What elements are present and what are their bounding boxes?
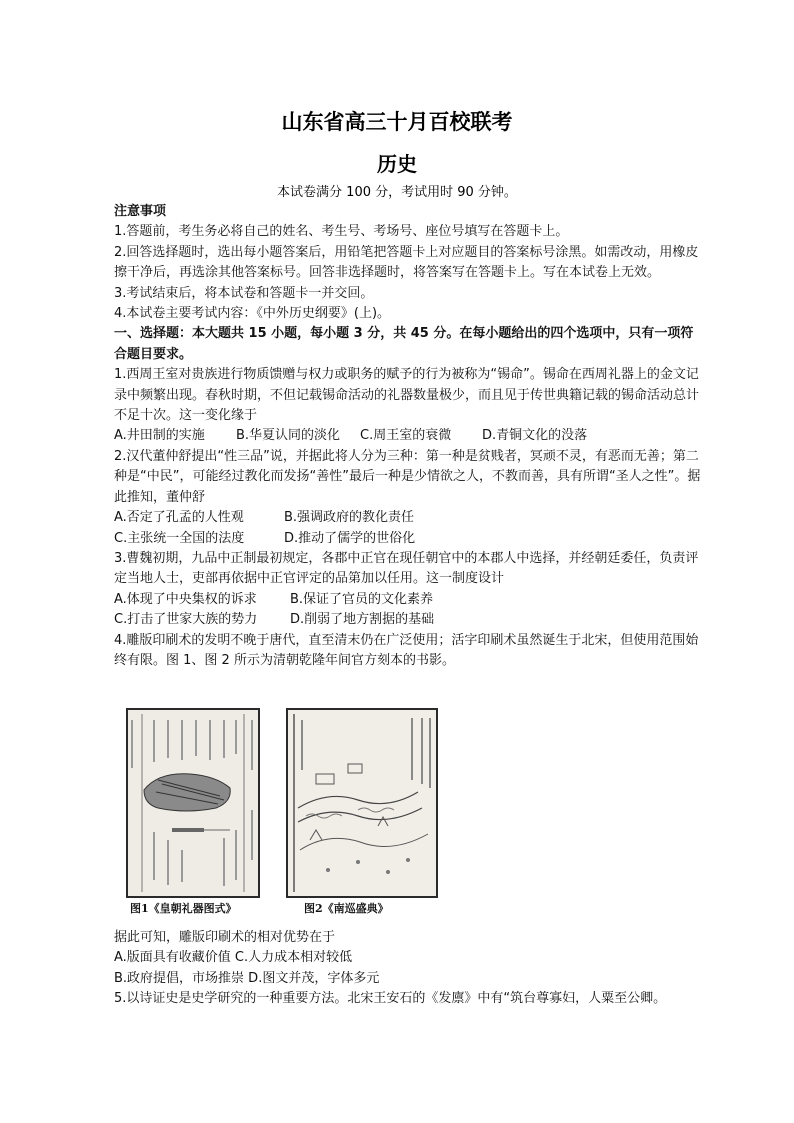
option: C.周王室的衰微: [360, 428, 452, 444]
option: D.推动了儒学的世俗化: [284, 530, 416, 546]
question-1-stem: 1.西周王室对贵族进行物质馈赠与权力或职务的赋予的行为被称为“锡命”。锡命在西周礼器上的金文记录中频繁出现。春秋时期，不但记载锡命活动的礼器数量极少，而且见于传世典籍记载的锡命活动总计不足十次。这一变化缘于: [114, 367, 700, 424]
question-4-options-row: A.版面具有收藏价值 C.人力成本相对较低: [114, 950, 353, 966]
subject-title: 历史: [377, 152, 417, 176]
figure-2-caption: 图2《南巡盛典》: [304, 902, 389, 915]
question-5-stem: 5.以诗证史是史学研究的一种重要方法。北宋王安石的《发廪》中有“筑台尊寡妇，人粟至公卿。: [114, 991, 667, 1007]
figure-2-image: [286, 708, 438, 898]
option: D.青铜文化的没落: [482, 428, 588, 444]
question-3-options-row: [114, 590, 704, 610]
question-4-continued: [114, 928, 710, 1010]
southern-tour-illustration: [288, 710, 436, 896]
question-2-stem: 2.汉代董仲舒提出“性三品”说，并据此将人分为三种：第一种是贫贱者，冥顽不灵，有恶而无善；第二种是“中民”，可能经过教化而发扬“善性”最后一种是少情欲之人，不教而善，具有所谓“圣人之性”。据此推知，董仲舒: [114, 448, 701, 505]
ritual-vessel-illustration: [128, 710, 258, 896]
notice-item: 4.本试卷主要考试内容：《中外历史纲要》(上)。: [114, 306, 391, 322]
option: B.华夏认同的淡化: [236, 428, 341, 444]
option: B.保证了官员的文化素养: [290, 591, 434, 607]
question-2-options-row: [114, 508, 704, 528]
option: A.否定了孔孟的人性观: [114, 510, 244, 526]
question-3-options-row: [114, 610, 704, 630]
exam-title: 山东省高三十月百校联考: [281, 109, 513, 134]
question-4-figures: [126, 708, 426, 916]
question-4-prompt: 据此可知，雕版印刷术的相对优势在于: [114, 930, 336, 945]
option: C.打击了世家大族的势力: [114, 612, 258, 628]
notice-item: 3.考试结束后，将本试卷和答题卡一并交回。: [114, 285, 374, 301]
question-4-options-row: B.政府提倡，市场推崇 D.图文并茂，字体多元: [114, 970, 380, 986]
section-heading: 一、选择题：本大题共 15 小题，每小题 3 分，共 45 分。在每小题给出的四个选项中，只有一项符合题目要求。: [114, 326, 694, 362]
figure-1-image: [126, 708, 260, 898]
figure-1-caption: 图1《皇朝礼器图式》: [130, 902, 237, 915]
notice-heading: 注意事项: [114, 204, 167, 219]
question-4-stem: 4.雕版印刷术的发明不晚于唐代，直至清末仍在广泛使用；活字印刷术虽然诞生于北宋，但使用范围始终有限。图 1、图 2 所示为清朝乾隆年间官方刻本的书影。: [114, 632, 699, 668]
option: B.强调政府的教化责任: [284, 510, 415, 526]
question-1-options: [114, 426, 704, 446]
notice-item: 1.答题前，考生务必将自己的姓名、考生号、考场号、座位号填写在答题卡上。: [114, 224, 569, 240]
notice-item: 2.回答选择题时，选出每小题答案后，用铅笔把答题卡上对应题目的答案标号涂黑。如需改动，用橡皮擦干净后，再选涂其他答案标号。回答非选择题时，将答案写在答题卡上。写在本试卷上无效。: [114, 244, 699, 281]
exam-info: 本试卷满分 100 分，考试用时 90 分钟。: [277, 185, 517, 200]
option: A.体现了中央集权的诉求: [114, 591, 257, 607]
exam-body: [114, 202, 704, 671]
option: A.井田制的实施: [114, 428, 205, 444]
option: C.主张统一全国的法度: [114, 530, 245, 546]
question-2-options-row: [114, 529, 704, 549]
question-3-stem: 3.曹魏初期，九品中正制最初规定，各郡中正官在现任朝官中的本郡人中选择，并经朝廷委任，负责评定当地人士，吏部再依据中正官评定的品第加以任用。这一制度设计: [114, 550, 699, 587]
option: D.削弱了地方割据的基础: [290, 612, 435, 628]
